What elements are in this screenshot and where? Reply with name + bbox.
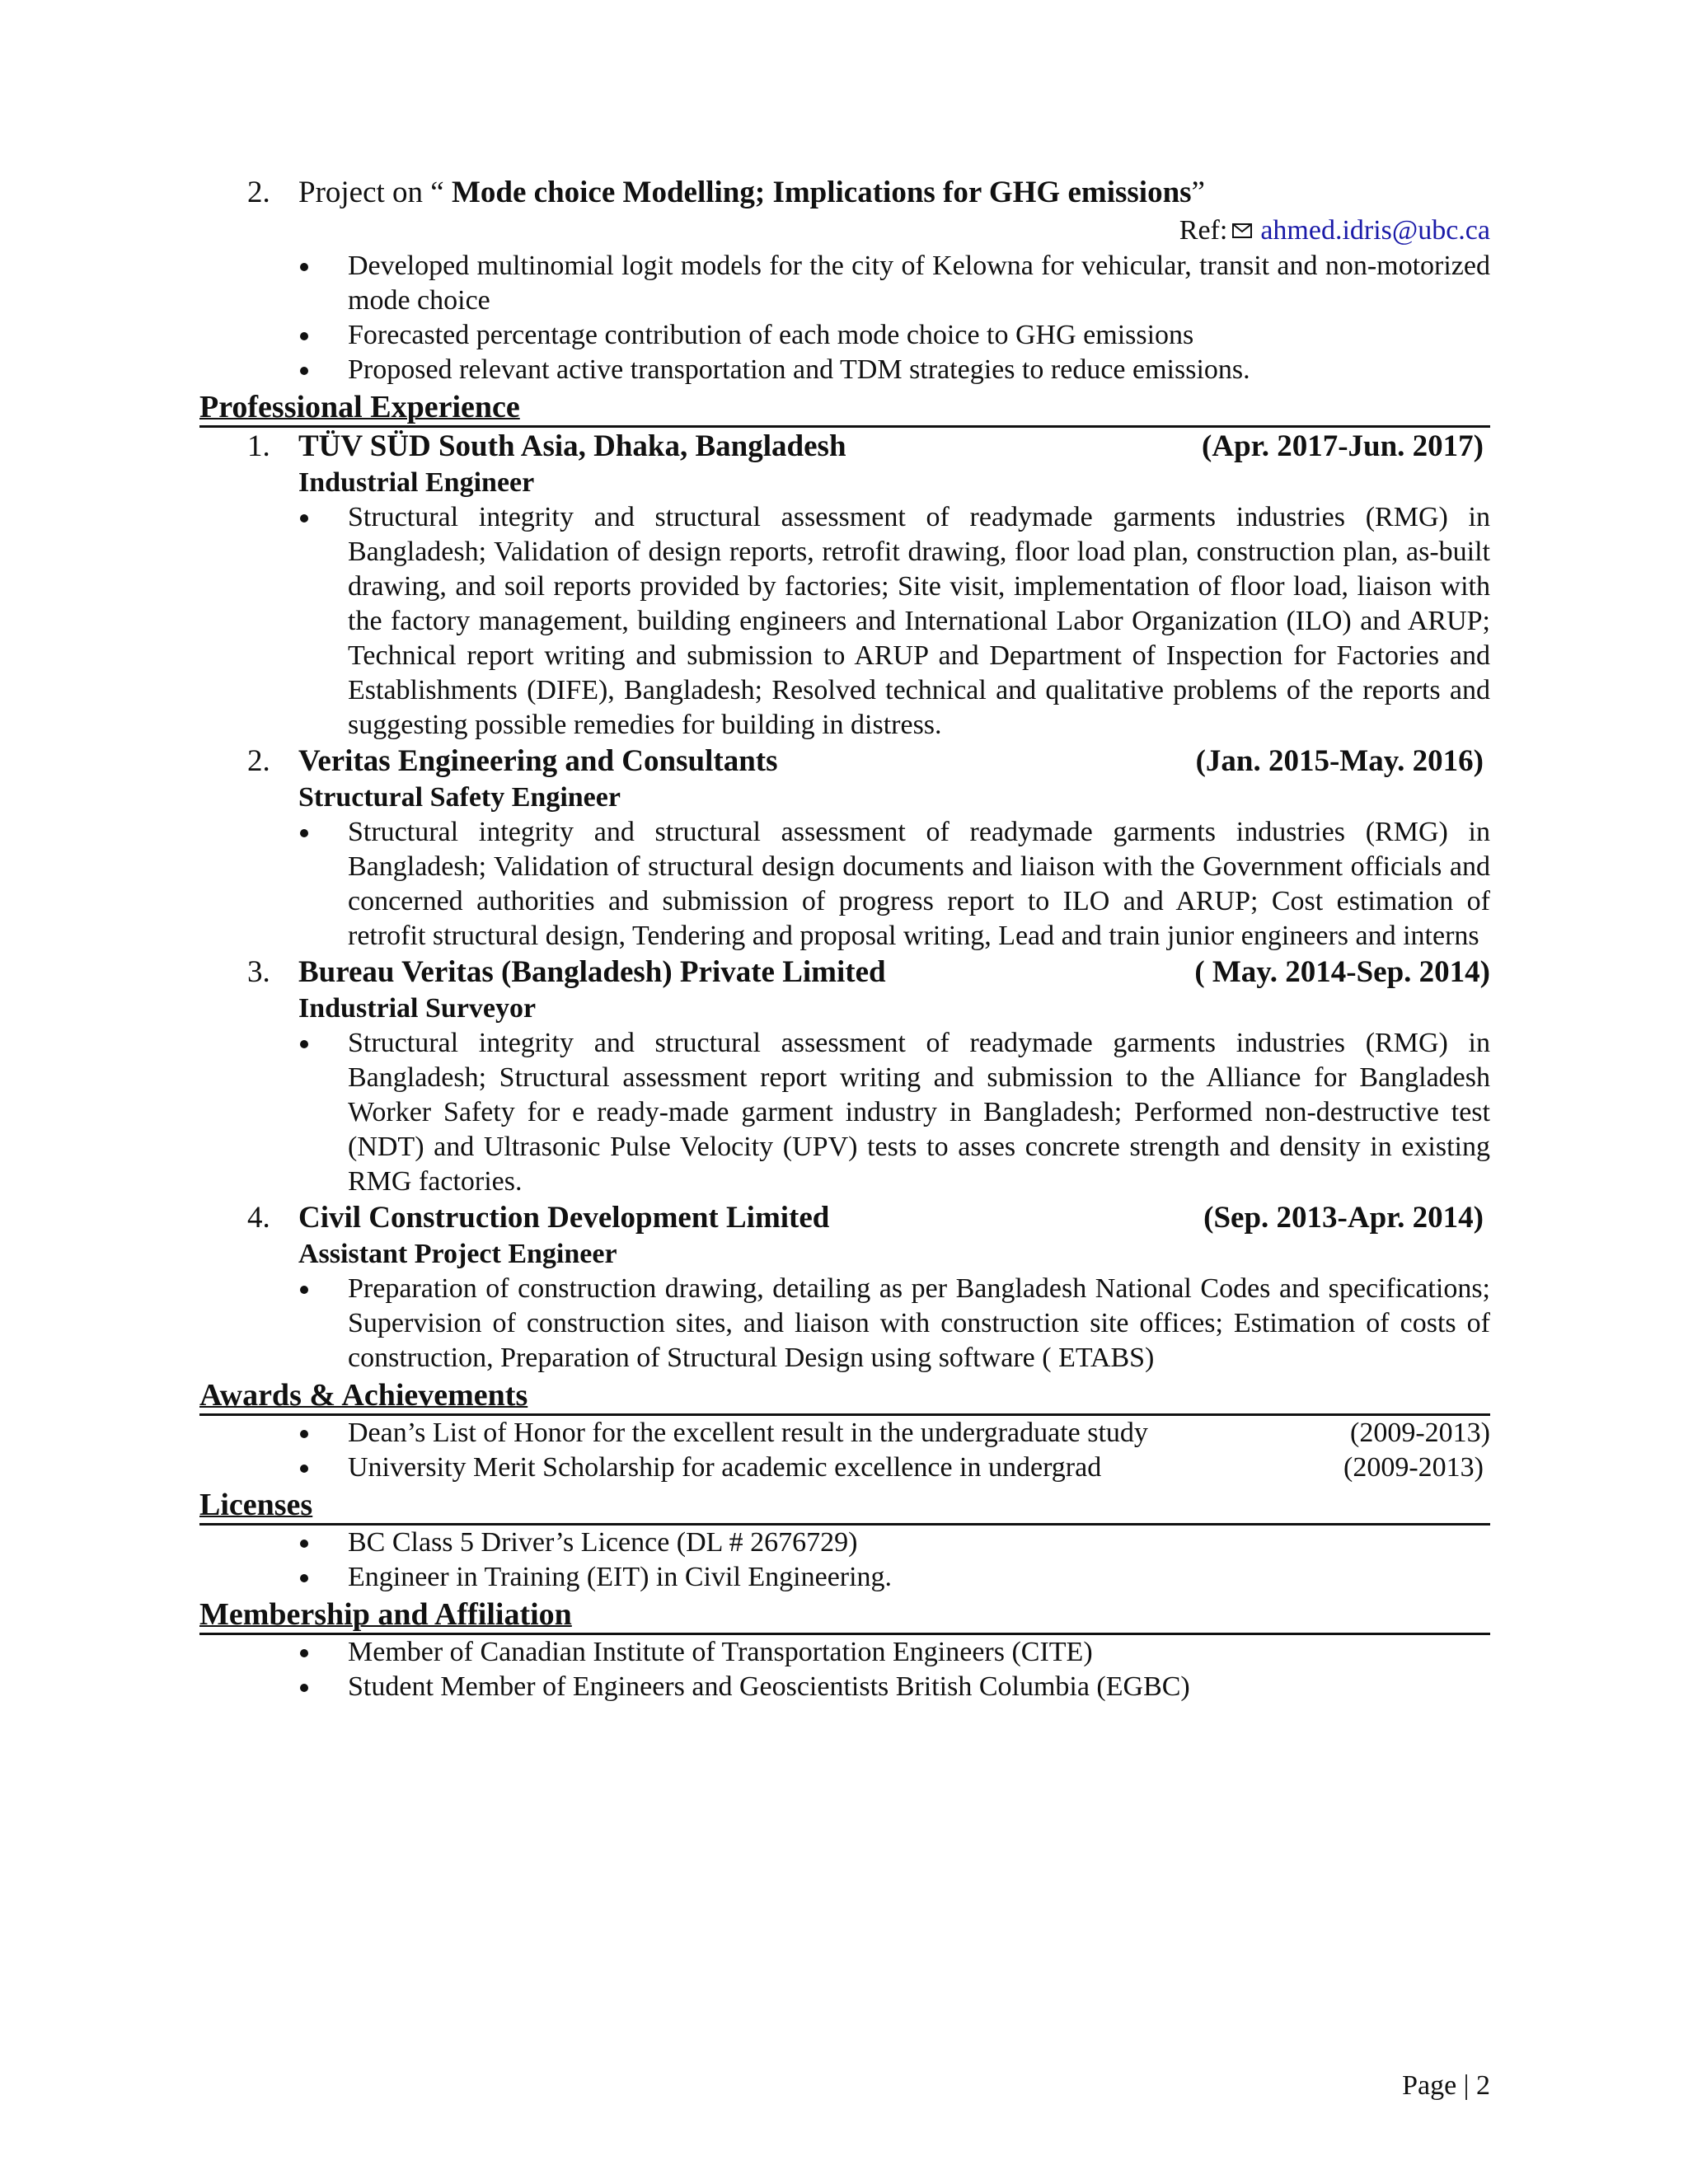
job-dates: (Apr. 2017-Jun. 2017) <box>1202 429 1484 463</box>
award-dates: (2009-2013) <box>1350 1418 1490 1448</box>
job-entry <box>199 743 1490 954</box>
project-number: 2. <box>247 176 270 209</box>
bullet-icon <box>300 263 308 271</box>
bullet-icon <box>300 1684 308 1692</box>
job-company: TÜV SÜD South Asia, Dhaka, Bangladesh <box>298 429 846 463</box>
list-item: Member of Canadian Institute of Transportation Engineers (CITE) <box>199 1635 1490 1670</box>
job-role: Industrial Surveyor <box>298 993 537 1024</box>
licenses-list <box>199 1526 1490 1595</box>
bullet-icon <box>300 1540 308 1548</box>
project-prefix: Project on “ <box>298 176 452 209</box>
job-number: 2. <box>247 744 270 778</box>
list-item: BC Class 5 Driver’s Licence (DL # 2676729) <box>199 1526 1490 1560</box>
list-item: Structural integrity and structural assessment of readymade garments industries (RMG) in Bangladesh; Validation of design reports, retrofit drawing, floor load plan, construction plan, as-built drawing, and soil reports provided by factories; Site visit, implementation of floor load, liaison with the factory management, building engineers and International Labor Organization (ILO) and ARUP; Technical report writing and submission to ARUP and Department of Inspection for Factories and Establishments (DIFE), Bangladesh; Resolved technical and qualitative problems of the reports and suggesting possible remedies for building in distress. <box>199 500 1490 743</box>
job-dates: ( May. 2014-Sep. 2014) <box>1194 955 1490 989</box>
list-item: Preparation of construction drawing, detailing as per Bangladesh National Codes and specifications; Supervision of construction sites, and liaison with construction site offices; Estimation of costs of construction, Preparation of Structural Design using software ( ETABS) <box>199 1272 1490 1376</box>
job-dates: (Sep. 2013-Apr. 2014) <box>1203 1201 1484 1235</box>
job-number: 1. <box>247 429 270 463</box>
project-title: Mode choice Modelling; Implications for GHG emissions <box>451 176 1192 209</box>
project-reference <box>199 213 1490 249</box>
bullet-icon <box>300 1430 308 1438</box>
section-heading-awards: Awards & Achievements <box>199 1377 1490 1416</box>
list-item: Structural integrity and structural assessment of readymade garments industries (RMG) in Bangladesh; Structural assessment report writing and submission to the Alliance for Bangladesh Worker Safety for e ready-made garment industry in Bangladesh; Performed non-destructive test (NDT) and Ultrasonic Pulse Velocity (UPV) tests to asses concrete strength and density in existing RMG factories. <box>199 1026 1490 1199</box>
list-item: University Merit Scholarship for academic excellence in undergrad (2009-2013) <box>199 1451 1490 1485</box>
bullet-icon <box>300 1286 308 1294</box>
section-heading-licenses: Licenses <box>199 1487 1490 1526</box>
resume-page <box>199 173 1490 1704</box>
section-heading-professional-experience: Professional Experience <box>199 389 1490 428</box>
list-item: Student Member of Engineers and Geoscientists British Columbia (EGBC) <box>199 1670 1490 1704</box>
bullet-icon <box>300 1465 308 1473</box>
list-item: Structural integrity and structural assessment of readymade garments industries (RMG) in Bangladesh; Validation of structural design documents and liaison with the Government officials and concerned authorities and submission of progress report to ILO and ARUP; Cost estimation of retrofit structural design, Tendering and proposal writing, Lead and train junior engineers and interns <box>199 815 1490 954</box>
job-number: 3. <box>247 955 270 989</box>
job-entry <box>199 954 1490 1199</box>
job-company: Veritas Engineering and Consultants <box>298 744 778 778</box>
bullet-icon <box>300 332 308 340</box>
job-dates: (Jan. 2015-May. 2016) <box>1195 744 1484 778</box>
membership-list <box>199 1635 1490 1704</box>
project-suffix: ” <box>1191 176 1205 209</box>
list-item: Developed multinomial logit models for the city of Kelowna for vehicular, transit and non-motorized mode choice <box>199 249 1490 318</box>
list-item: Dean’s List of Honor for the excellent result in the undergraduate study (2009-2013) <box>199 1416 1490 1451</box>
list-item: Forecasted percentage contribution of each mode choice to GHG emissions <box>199 318 1490 353</box>
job-role: Industrial Engineer <box>298 467 535 498</box>
award-dates: (2009-2013) <box>1343 1452 1484 1483</box>
bullet-icon <box>300 1574 308 1582</box>
page-number: Page | 2 <box>1402 2070 1490 2101</box>
job-role: Structural Safety Engineer <box>298 782 621 813</box>
ref-label: Ref: <box>1179 215 1228 246</box>
project-heading <box>199 173 1490 213</box>
job-entry <box>199 1199 1490 1376</box>
awards-list <box>199 1416 1490 1485</box>
job-role: Assistant Project Engineer <box>298 1239 617 1269</box>
bullet-icon <box>300 367 308 375</box>
job-entry <box>199 428 1490 743</box>
ref-email-link[interactable]: ahmed.idris@ubc.ca <box>1260 215 1490 246</box>
bullet-icon <box>300 829 308 837</box>
job-number: 4. <box>247 1201 270 1235</box>
job-company: Bureau Veritas (Bangladesh) Private Limited <box>298 955 886 989</box>
project-bullets <box>199 249 1490 387</box>
bullet-icon <box>300 1649 308 1657</box>
bullet-icon <box>300 514 308 523</box>
section-heading-membership: Membership and Affiliation <box>199 1596 1490 1635</box>
bullet-icon <box>300 1040 308 1048</box>
job-company: Civil Construction Development Limited <box>298 1201 830 1235</box>
list-item: Proposed relevant active transportation and TDM strategies to reduce emissions. <box>199 353 1490 387</box>
list-item: Engineer in Training (EIT) in Civil Engineering. <box>199 1560 1490 1595</box>
envelope-icon <box>1232 223 1252 238</box>
